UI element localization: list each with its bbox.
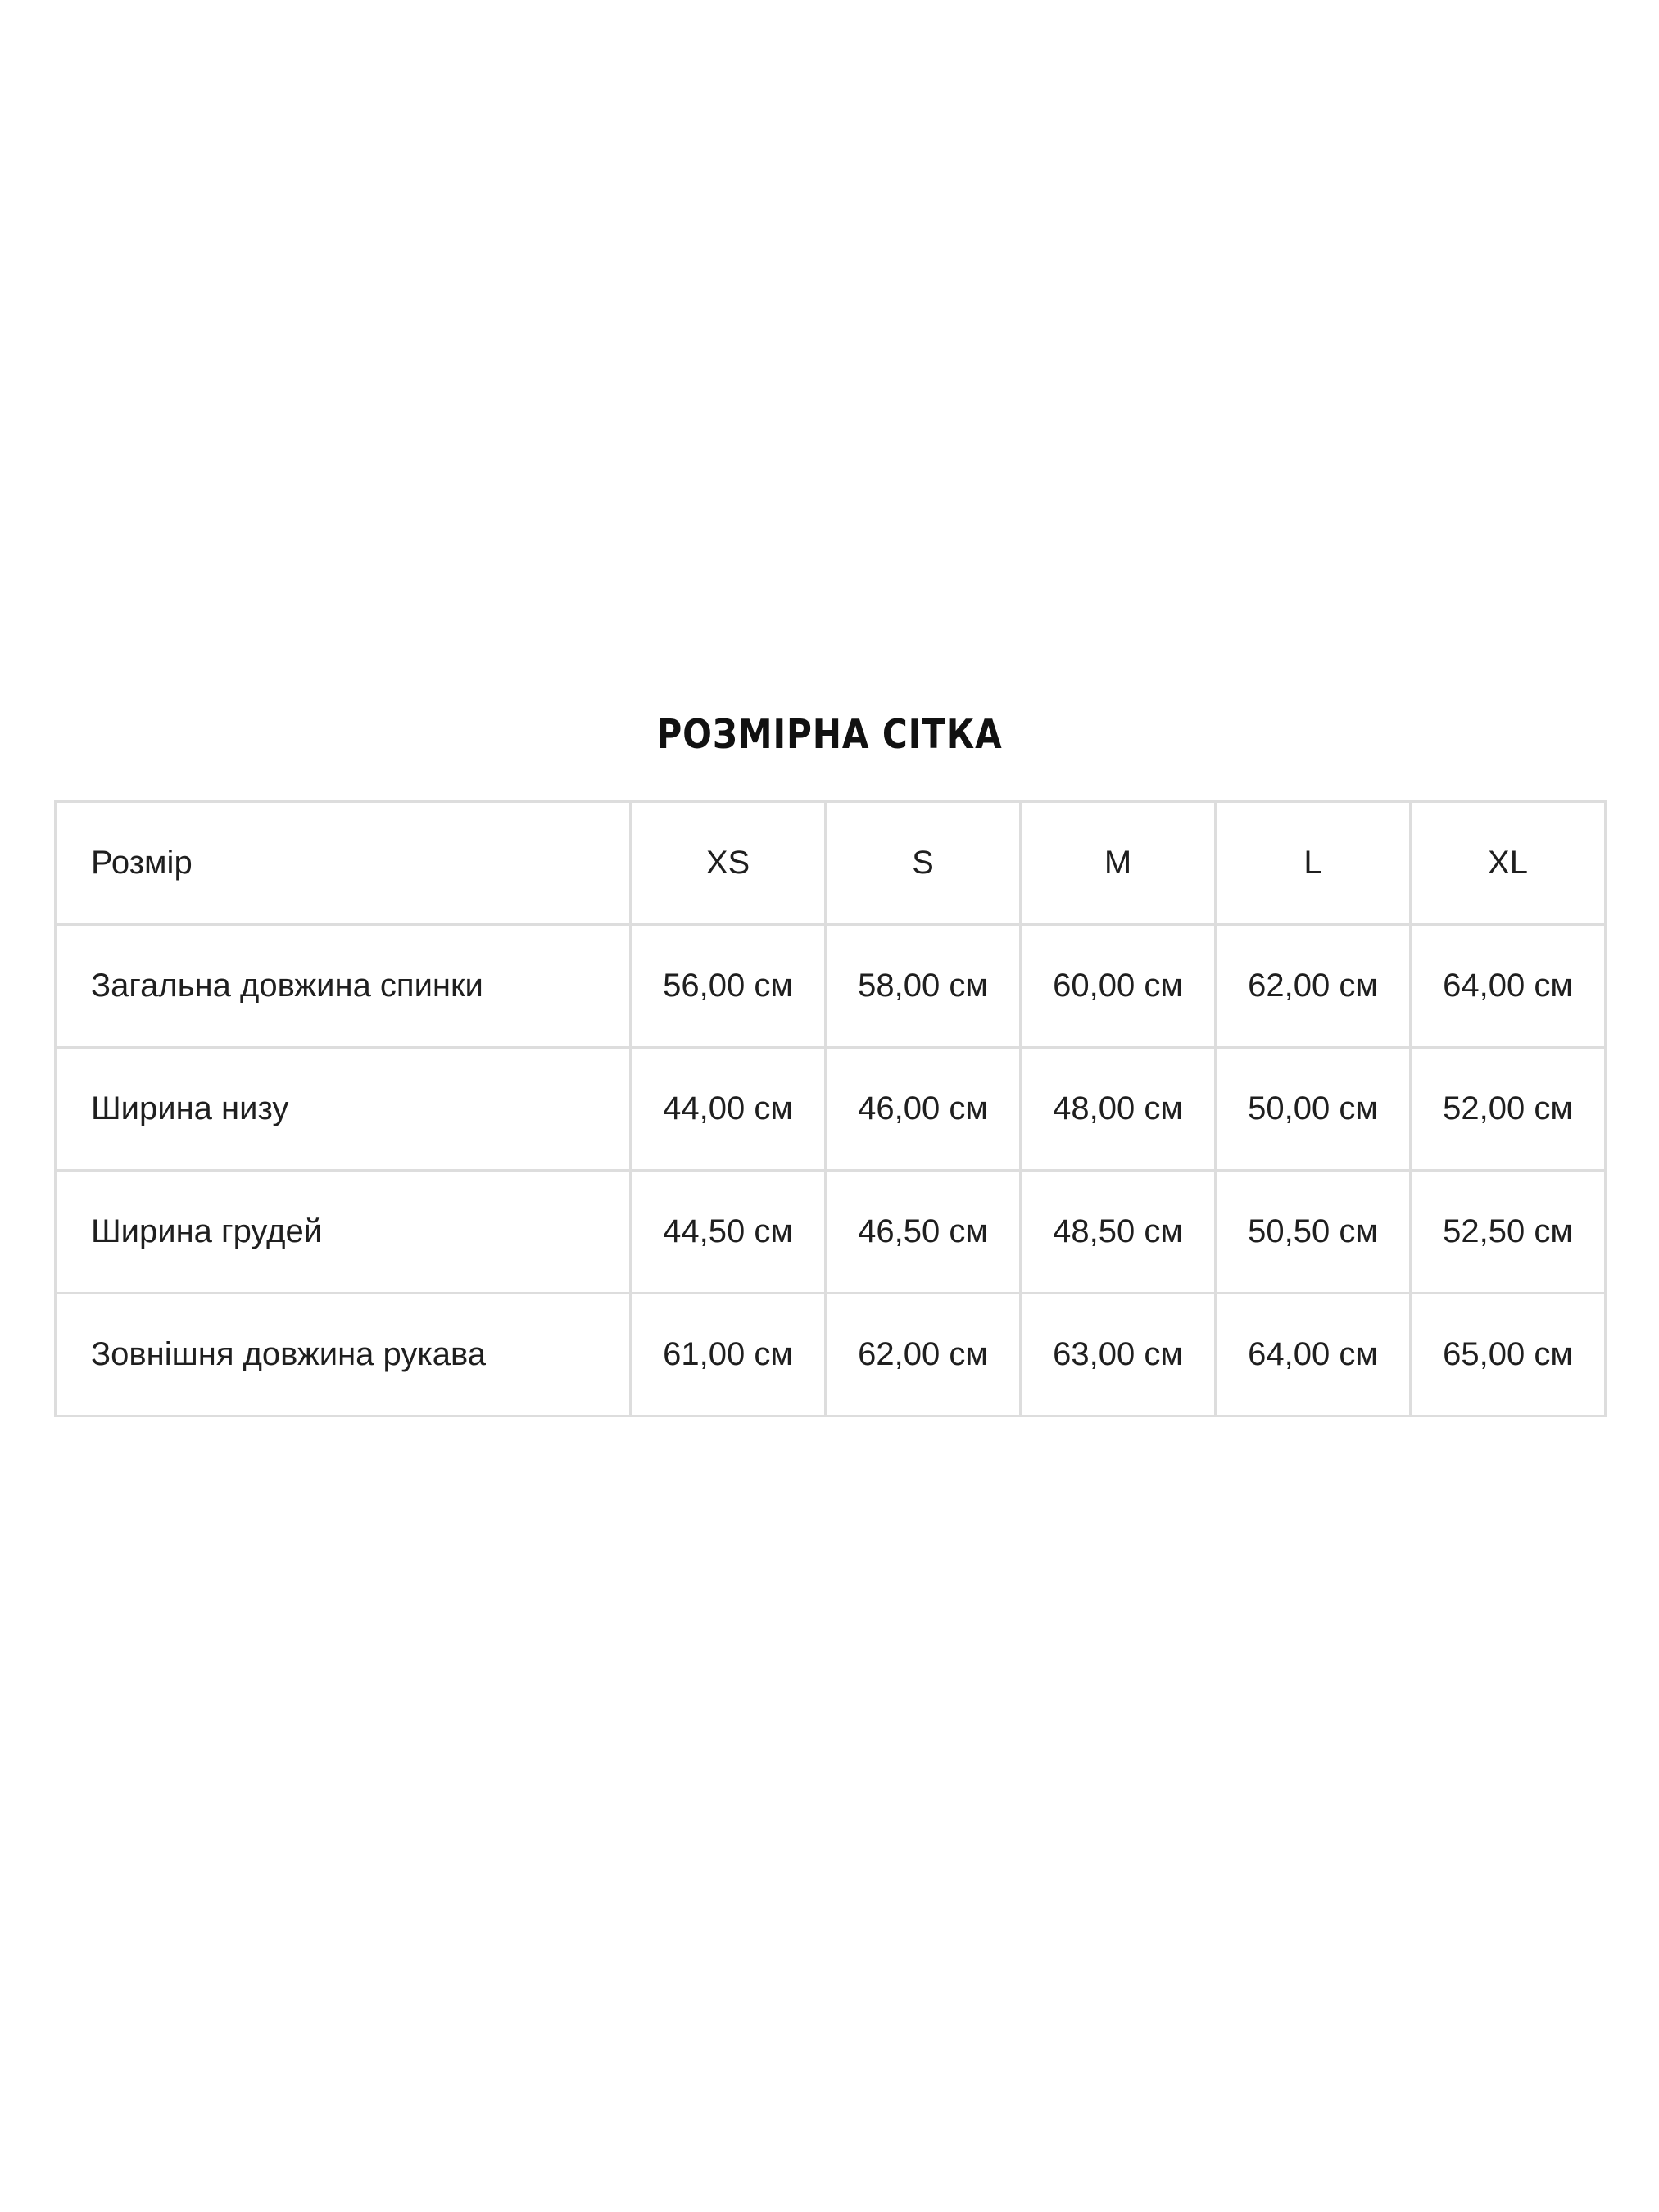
row-label: Загальна довжина спинки [56,925,631,1048]
table-row [56,1171,1606,1294]
table-cell: 50,50 см [1216,1171,1411,1294]
header-size-xs: XS [631,802,826,925]
row-label: Зовнішня довжина рукава [56,1294,631,1416]
table-cell: 52,00 см [1411,1048,1606,1171]
header-size-l: L [1216,802,1411,925]
table-cell: 65,00 см [1411,1294,1606,1416]
header-size-label: Розмір [56,802,631,925]
table-cell: 63,00 см [1021,1294,1216,1416]
table-cell: 46,50 см [826,1171,1021,1294]
row-label: Ширина грудей [56,1171,631,1294]
table-cell: 50,00 см [1216,1048,1411,1171]
table-cell: 44,50 см [631,1171,826,1294]
table-row [56,1294,1606,1416]
table-cell: 48,50 см [1021,1171,1216,1294]
size-chart-table [54,800,1607,1417]
table-cell: 56,00 см [631,925,826,1048]
table-row [56,1048,1606,1171]
table-cell: 62,00 см [826,1294,1021,1416]
table-header-row [56,802,1606,925]
table-cell: 52,50 см [1411,1171,1606,1294]
table-cell: 48,00 см [1021,1048,1216,1171]
table-cell: 60,00 см [1021,925,1216,1048]
table-cell: 58,00 см [826,925,1021,1048]
table-cell: 44,00 см [631,1048,826,1171]
table-cell: 46,00 см [826,1048,1021,1171]
table-cell: 64,00 см [1216,1294,1411,1416]
table-cell: 64,00 см [1411,925,1606,1048]
header-size-s: S [826,802,1021,925]
row-label: Ширина низу [56,1048,631,1171]
table-cell: 62,00 см [1216,925,1411,1048]
header-size-xl: XL [1411,802,1606,925]
page-title: РОЗМІРНА СІТКА [656,711,1003,758]
table-row [56,925,1606,1048]
header-size-m: M [1021,802,1216,925]
table-cell: 61,00 см [631,1294,826,1416]
